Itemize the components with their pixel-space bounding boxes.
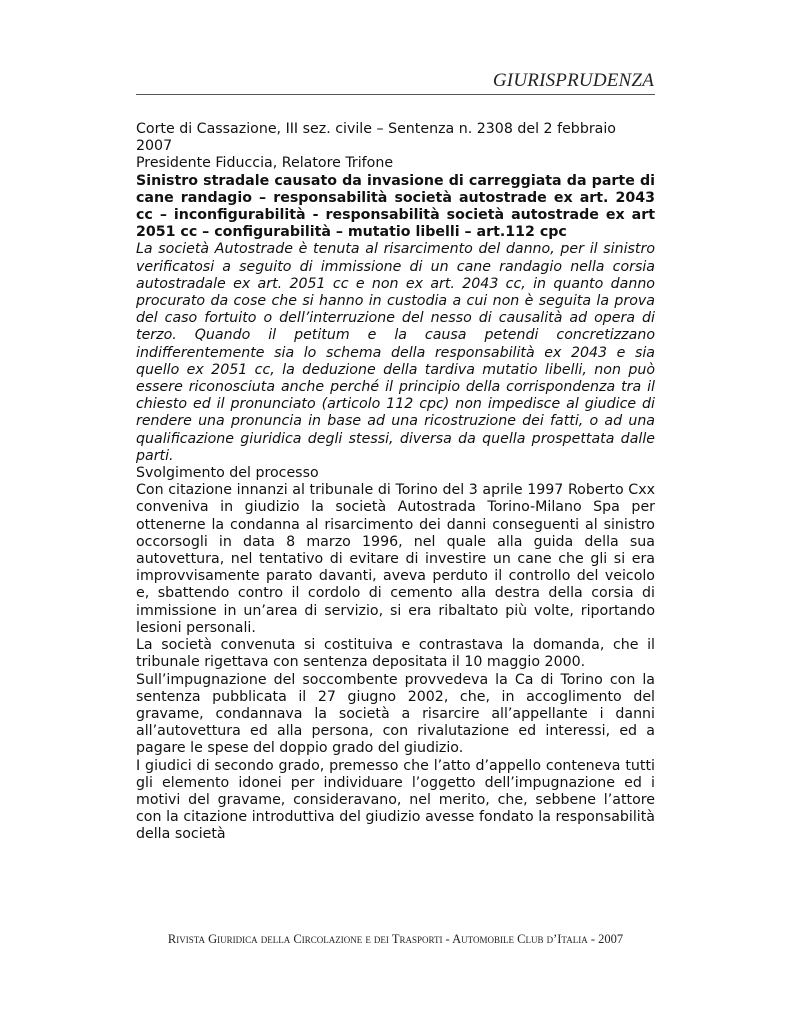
document-body [136, 121, 655, 844]
section-heading: Svolgimento del processo [136, 465, 319, 482]
body-paragraph-3: Sull’impugnazione del soccombente provvedeva la Ca di Torino con la sentenza pubblicata il 27 giugno 2002, che, in accoglimento del gravame, condannava la società a risarcire all’appellante i danni all’autovettura ed alla persona, con rivalutazione ed interessi, ed a pagare le spese del doppio grado del giudizio. [136, 671, 655, 757]
massima-title: Sinistro stradale causato da invasione di carreggiata da parte di cane randagio – responsabilità società autostrade ex art. 2043 cc – inconfigurabilità - responsabilità società autostrade ex art 2051 cc – configurabilità – mutatio libelli – art.112 cpc [136, 172, 655, 241]
body-paragraph-2: La società convenuta si costituiva e contrastava la domanda, che il tribunale rigettava con sentenza depositata il 10 maggio 2000. [136, 637, 655, 671]
header-rule [136, 94, 655, 95]
citation-court: Corte di Cassazione, III sez. civile – Sentenza n. 2308 del 2 febbraio 2007 [136, 121, 616, 155]
citation-judges: Presidente Fiduccia, Relatore Trifone [136, 155, 394, 172]
body-paragraph-1: Con citazione innanzi al tribunale di Torino del 3 aprile 1997 Roberto Cxx conveniva in giudizio la società Autostrada Torino-Milano Spa per ottenerne la condanna al risarcimento dei danni conseguenti al sinistro occorsogli in data 8 marzo 1996, nel quale alla guida della sua autovettura, nel tentativo di evitare di investire un cane che gli si era improvvisamente parato davanti, aveva perduto il controllo del veicolo e, sbattendo contro il cordolo di cemento alla destra della corsia di immissione in un’area di servizio, si era ribaltato più volte, riportando lesioni personali. [136, 482, 655, 636]
running-header: GIURISPRUDENZA [492, 70, 654, 91]
massima-summary: La società Autostrade è tenuta al risarcimento del danno, per il sinistro verificatosi a seguito di immissione di un cane randagio nella corsia autostradale ex art. 2051 cc e non ex art. 2043 cc, in quanto danno procurato da cose che si hanno in custodia a cui non è seguita la prova del caso fortuito o dell’interruzione del nesso di causalità ad opera di terzo. Quando il petitum e la causa petendi concretizzano indifferentemente sia lo schema della responsabilità ex 2043 e sia quello ex 2051 cc, la deduzione della tardiva mutatio libelli, non può essere riconosciuta anche perché il principio della corrispondenza tra il chiesto ed il pronunciato (articolo 112 cpc) non impedisce al giudice di rendere una pronuncia in base ad una ricostruzione dei fatti, o ad una qualificazione giuridica degli stessi, diversa da quella prospettata dalle parti. [136, 241, 655, 464]
body-paragraph-4: I giudici di secondo grado, premesso che l’atto d’appello conteneva tutti gli elemento idonei per individuare l’oggetto dell’impugnazione ed i motivi del gravame, consideravano, nel merito, che, sebbene l’attore con la citazione introduttiva del giudizio avesse fondato la responsabilità della società [136, 757, 655, 843]
page-footer: Rivista Giuridica della Circolazione e dei Trasporti - Automobile Club d’Italia - 2007 [167, 932, 624, 946]
